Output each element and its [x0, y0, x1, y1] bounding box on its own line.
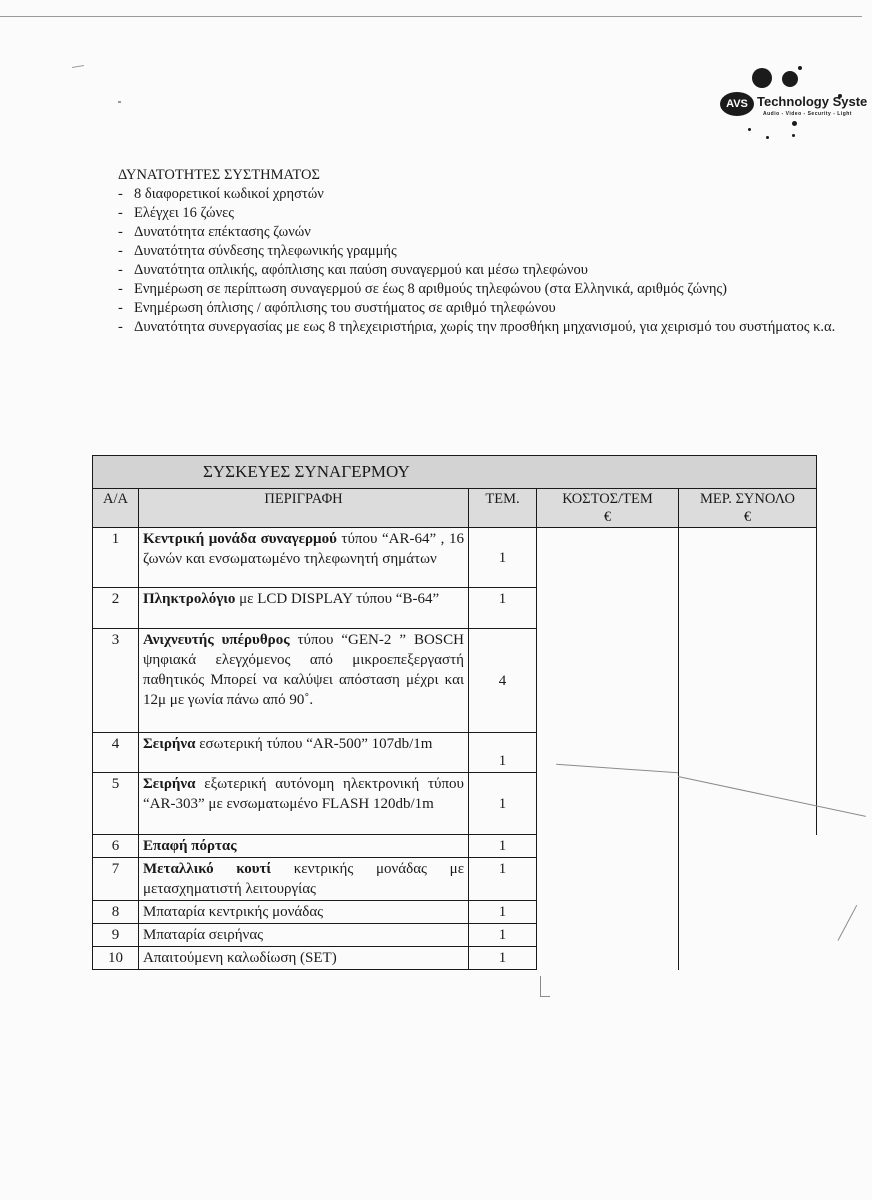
subtotal-empty-area — [679, 835, 817, 970]
header-subtotal — [679, 489, 817, 528]
row-number: 2 — [93, 588, 139, 629]
header-aa: Α/Α — [93, 489, 139, 528]
table-row — [93, 835, 817, 858]
row-number: 1 — [93, 528, 139, 588]
row-number: 7 — [93, 858, 139, 901]
logo-company-name: Technology Syste — [757, 94, 868, 109]
row-description-text: Μπαταρία σειρήνας — [143, 927, 264, 943]
row-quantity: 1 — [469, 947, 537, 970]
row-quantity: 1 — [469, 733, 537, 773]
row-description-text: Μπαταρία κεντρικής μονάδας — [143, 904, 324, 920]
pen-stroke — [540, 976, 541, 996]
capability-item: - Δυνατότητα σύνδεσης τηλεφωνικής γραμμής — [118, 242, 838, 261]
system-capabilities — [118, 166, 838, 337]
row-description-bold: Σειρήνα — [143, 776, 196, 792]
capability-item: - Δυνατότητα επέκτασης ζωνών — [118, 223, 838, 242]
capabilities-title: ΔΥΝΑΤΟΤΗΤΕΣ ΣΥΣΤΗΜΑΤΟΣ — [118, 167, 320, 183]
row-quantity: 1 — [469, 588, 537, 629]
alarm-devices-table — [92, 455, 817, 970]
subtotal-column — [679, 528, 817, 835]
row-number: 6 — [93, 835, 139, 858]
row-quantity: 1 — [469, 901, 537, 924]
row-description — [139, 924, 469, 947]
row-description — [139, 901, 469, 924]
row-description-text: με LCD DISPLAY τύπου “B-64” — [235, 591, 440, 607]
unit-cost-column — [537, 528, 679, 970]
row-description-bold: Κεντρική μονάδα συναγερμού — [143, 531, 337, 547]
row-number: 4 — [93, 733, 139, 773]
logo-dot — [792, 121, 797, 126]
row-description-text: εσωτερική τύπου “AR-500” 107db/1m — [195, 736, 433, 752]
company-logo — [716, 66, 872, 146]
table-caption-row — [93, 456, 817, 489]
scan-mark — [118, 101, 121, 103]
table-caption: ΣΥΣΚΕΥΕΣ ΣΥΝΑΓΕΡΜΟΥ — [93, 456, 817, 489]
header-subtotal-label: ΜΕΡ. ΣΥΝΟΛΟ — [700, 491, 796, 507]
row-description — [139, 947, 469, 970]
scan-edge-top — [0, 16, 862, 17]
row-quantity: 1 — [469, 835, 537, 858]
table-row — [93, 528, 817, 588]
logo-dot — [792, 134, 795, 137]
capability-item: - Δυνατότητα συνεργασίας με εως 8 τηλεχειριστήρια, χωρίς την προσθήκη μηχανισμού, για χειρισμό του συστήματος κ.α. — [118, 318, 838, 337]
row-quantity: 1 — [469, 773, 537, 835]
capability-item: - Ενημέρωση όπλισης / αφόπλισης του συστήματος σε αριθμό τηλεφώνου — [118, 299, 838, 318]
header-quantity: ΤΕΜ. — [469, 489, 537, 528]
row-number: 10 — [93, 947, 139, 970]
table-header-row — [93, 489, 817, 528]
row-description-text: κεντρικής μονάδας με μετασχηματιστή λειτουργίας — [143, 861, 464, 897]
row-description — [139, 773, 469, 835]
row-number: 8 — [93, 901, 139, 924]
row-quantity: 1 — [469, 858, 537, 901]
row-description — [139, 858, 469, 901]
row-description-text: εξωτερική αυτόνομη ηλεκτρονική τύπου “AR-303” με ενσωματωμένο FLASH 120db/1m — [143, 776, 464, 812]
row-number: 3 — [93, 629, 139, 733]
logo-dot — [748, 128, 751, 131]
capability-item: - Δυνατότητα οπλικής, αφόπλισης και παύση συναγερμού και μέσω τηλεφώνου — [118, 261, 838, 280]
capability-item: - Ενημέρωση σε περίπτωση συναγερμού σε έως 8 αριθμούς τηλεφώνου (στα Ελληνικά, αριθμός ζώνης) — [118, 280, 838, 299]
row-description-bold: Μεταλλικό κουτί — [143, 861, 272, 877]
capability-item: - 8 διαφορετικοί κωδικοί χρηστών — [118, 185, 838, 204]
row-quantity: 1 — [469, 528, 537, 588]
row-description-bold: Επαφή πόρτας — [143, 838, 237, 854]
row-description — [139, 733, 469, 773]
row-description-bold: Σειρήνα — [143, 736, 196, 752]
row-description-text: Απαιτούμενη καλωδίωση (SET) — [143, 950, 337, 966]
header-unit-cost — [537, 489, 679, 528]
header-subtotal-currency: € — [743, 509, 752, 525]
capabilities-list — [118, 185, 838, 337]
row-description-text: τύπου “AR-64” , 16 ζωνών και ενσωματωμένο τηλεφωνητή σημάτων — [143, 531, 464, 567]
row-description-bold: Ανιχνευτής υπέρυθρος — [143, 632, 290, 648]
row-number: 5 — [93, 773, 139, 835]
row-quantity: 4 — [469, 629, 537, 733]
row-quantity: 1 — [469, 924, 537, 947]
logo-dot — [782, 71, 798, 87]
pen-stroke — [838, 905, 858, 941]
row-description — [139, 528, 469, 588]
row-description — [139, 588, 469, 629]
header-unit-cost-currency: € — [603, 509, 612, 525]
scan-mark — [72, 65, 84, 68]
logo-dot — [798, 66, 802, 70]
row-description-text: τύπου “GEN-2 ” BOSCH ψηφιακά ελεγχόμενος από μικροεπεξεργαστή παθητικός Μπορεί να καλύψει απόσταση μέχρι και 12μ με γωνία πάνω από 90˚. — [143, 632, 464, 708]
logo-tagline: Audio - Video - Security - Light — [763, 111, 852, 117]
capability-item: - Ελέγχει 16 ζώνες — [118, 204, 838, 223]
row-description — [139, 835, 469, 858]
row-number: 9 — [93, 924, 139, 947]
pen-stroke — [540, 996, 550, 997]
logo-dot — [752, 68, 772, 88]
logo-badge: AVS — [720, 92, 754, 116]
row-description — [139, 629, 469, 733]
logo-dot — [766, 136, 769, 139]
header-description: ΠΕΡΙΓΡΑΦΗ — [139, 489, 469, 528]
row-description-bold: Πληκτρολόγιο — [143, 591, 236, 607]
header-unit-cost-label: ΚΟΣΤΟΣ/ΤΕΜ — [562, 491, 653, 507]
